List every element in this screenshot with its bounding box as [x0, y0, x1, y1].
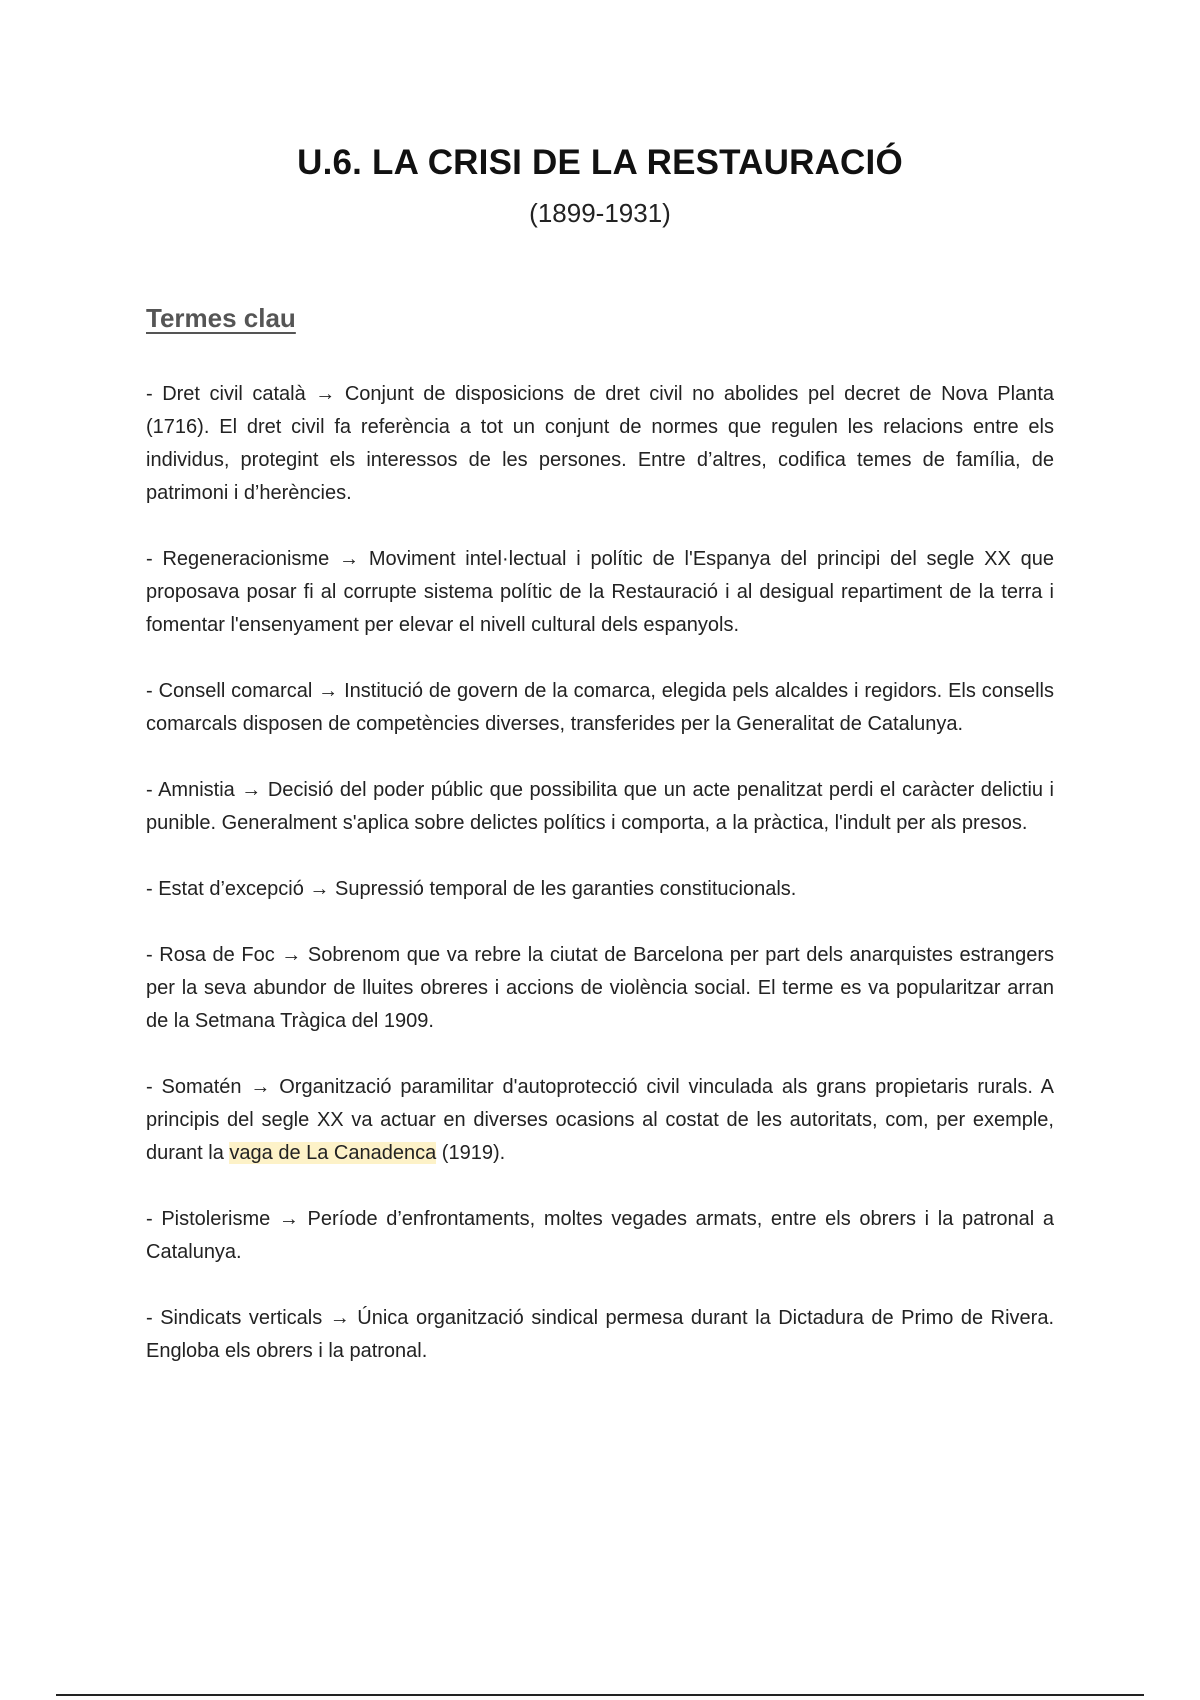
- term-item: [146, 774, 1054, 840]
- term-definition: Període d’enfrontaments, moltes vegades armats, entre els obrers i la patronal a Catalunya.: [146, 1208, 1054, 1263]
- arrow-icon: →: [270, 1208, 308, 1230]
- page-title: U.6. LA CRISI DE LA RESTAURACIÓ: [297, 143, 903, 182]
- highlighted-text: vaga de La Canadenca: [229, 1142, 437, 1164]
- term-definition: Única organització sindical permesa durant la Dictadura de Primo de Rivera. Engloba els obrers i la patronal.: [146, 1307, 1054, 1362]
- term-name: Rosa de Foc: [159, 944, 275, 966]
- term-name: Dret civil català: [162, 383, 306, 405]
- term-definition-start: Organització paramilitar d'autoprotecció civil vinculada als grans propietaris rurals. A principis del segle XX va actuar en diverses ocasions al costat de les autoritats, com, per exemple, durant la: [146, 1076, 1054, 1164]
- term-name: Sindicats verticals: [160, 1307, 323, 1329]
- term-name: Estat d’excepció: [158, 878, 304, 900]
- page-subtitle-dates: (1899-1931): [529, 198, 671, 228]
- term-name: Amnistia: [158, 779, 235, 801]
- term-name: Consell comarcal: [158, 680, 313, 702]
- arrow-icon: →: [303, 878, 335, 900]
- arrow-icon: →: [312, 680, 345, 702]
- term-name: Somatén: [161, 1076, 242, 1098]
- arrow-icon: →: [322, 1307, 358, 1329]
- term-name: Pistolerisme: [161, 1208, 271, 1230]
- term-definition: Conjunt de disposicions de dret civil no abolides pel decret de Nova Planta (1716). El dret civil fa referència a tot un conjunt de normes que regulen les relacions entre els individus, protegint els interessos de les persones. Entre d’altres, codifica temes de família, de patrimoni i d’herències.: [146, 383, 1054, 504]
- term-item: [146, 543, 1054, 642]
- page-bottom-divider: [56, 1694, 1144, 1696]
- bullet-dash: -: [146, 779, 159, 801]
- bullet-dash: -: [146, 944, 160, 966]
- bullet-dash: -: [146, 548, 163, 570]
- term-item: [146, 1071, 1054, 1170]
- term-item: [146, 675, 1054, 741]
- term-name: Regeneracionisme: [162, 548, 330, 570]
- term-definition-end: (1919).: [436, 1142, 506, 1164]
- arrow-icon: →: [241, 1076, 280, 1098]
- bullet-dash: -: [146, 1076, 162, 1098]
- bullet-dash: -: [146, 878, 159, 900]
- key-terms-list: [146, 378, 1054, 1401]
- term-item: [146, 1203, 1054, 1269]
- term-item: [146, 873, 1054, 906]
- term-definition: Decisió del poder públic que possibilita que un acte penalitzat perdi el caràcter delictiu i punible. Generalment s'aplica sobre delictes polítics i comporta, a la pràctica, l'indult per als presos.: [146, 779, 1054, 834]
- term-item: [146, 378, 1054, 510]
- bullet-dash: -: [146, 383, 163, 405]
- term-definition: Supressió temporal de les garanties constitucionals.: [334, 878, 797, 900]
- arrow-icon: →: [305, 383, 345, 405]
- bullet-dash: -: [146, 680, 159, 702]
- bullet-dash: -: [146, 1307, 161, 1329]
- bullet-dash: -: [146, 1208, 162, 1230]
- arrow-icon: →: [274, 944, 308, 966]
- section-heading-key-terms: Termes clau: [146, 303, 296, 333]
- arrow-icon: →: [234, 779, 268, 801]
- term-item: [146, 939, 1054, 1038]
- arrow-icon: →: [329, 548, 369, 570]
- term-definition: Institució de govern de la comarca, elegida pels alcaldes i regidors. Els consells comarcals disposen de competències diverses, transferides per la Generalitat de Catalunya.: [146, 680, 1055, 735]
- term-definition: Sobrenom que va rebre la ciutat de Barcelona per part dels anarquistes estrangers per la seva abundor de lluites obreres i accions de violència social. El terme es va popularitzar arran de la Setmana Tràgica del 1909.: [146, 944, 1055, 1032]
- term-item: [146, 1302, 1054, 1368]
- term-definition: Moviment intel·lectual i polític de l'Espanya del principi del segle XX que proposava posar fi al corrupte sistema polític de la Restauració i al desigual repartiment de la terra i fomentar l'ensenyament per elevar el nivell cultural dels espanyols.: [146, 548, 1054, 636]
